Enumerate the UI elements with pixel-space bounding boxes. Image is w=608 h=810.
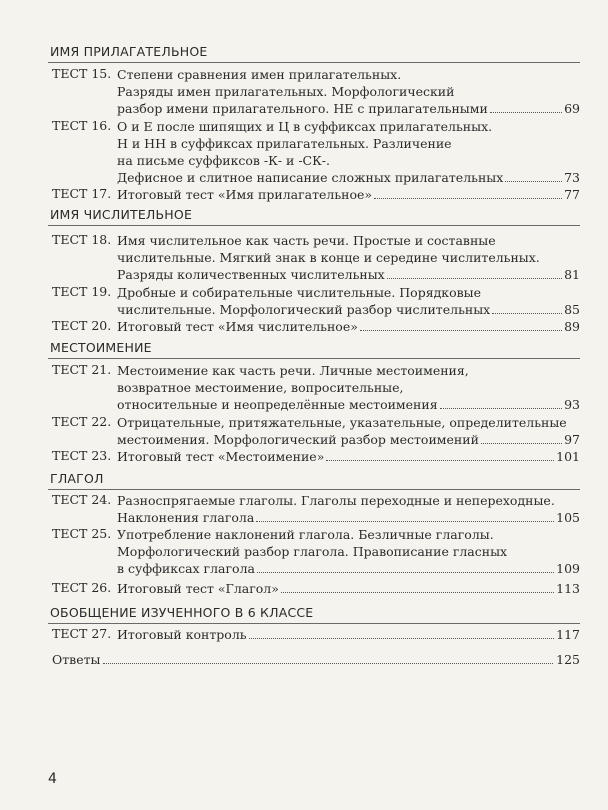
entry-text: относительные и неопределённые местоимения xyxy=(117,397,438,412)
dot-leader xyxy=(249,627,555,639)
page-ref: 93 xyxy=(564,397,580,412)
section-rule xyxy=(48,358,580,359)
answers-entry[interactable] xyxy=(52,651,580,668)
page-ref: 109 xyxy=(556,561,580,576)
entry-text: Итоговый контроль xyxy=(117,627,247,642)
entry-text: числительные. Морфологический разбор числительных xyxy=(117,302,491,317)
entry-text: в суффиксах глагола xyxy=(117,561,255,576)
section-rule xyxy=(48,62,580,63)
toc-entry-line[interactable] xyxy=(117,186,580,203)
page-ref: 69 xyxy=(564,101,580,116)
dot-leader xyxy=(387,267,562,279)
entry-text: возвратное местоимение, вопросительные, xyxy=(117,380,404,395)
entry-text: Степени сравнения имен прилагательных. xyxy=(117,67,402,82)
test-label: ТЕСТ 25. xyxy=(52,526,112,541)
entry-text: Н и НН в суффиксах прилагательных. Различение xyxy=(117,136,452,151)
section-heading: ИМЯ ЧИСЛИТЕЛЬНОЕ xyxy=(50,207,193,222)
toc-entry-line[interactable] xyxy=(117,509,580,526)
toc-entry-line[interactable] xyxy=(117,580,580,597)
test-label: ТЕСТ 20. xyxy=(52,318,112,333)
entry-text: Морфологический разбор глагола. Правописание гласных xyxy=(117,544,508,559)
page-ref: 73 xyxy=(564,170,580,185)
section-rule xyxy=(48,225,580,226)
dot-leader xyxy=(492,302,562,314)
dot-leader xyxy=(505,170,562,182)
page-ref: 81 xyxy=(564,267,580,282)
entry-text: Употребление наклонений глагола. Безличные глаголы. xyxy=(117,527,494,542)
toc-entry-line[interactable] xyxy=(117,431,580,448)
page-ref: 117 xyxy=(556,627,580,642)
answers-page: 125 xyxy=(556,652,580,667)
page-ref: 105 xyxy=(556,510,580,525)
toc-entry-line[interactable] xyxy=(117,448,580,465)
entry-text: местоимения. Морфологический разбор местоимений xyxy=(117,432,479,447)
page-ref: 89 xyxy=(564,319,580,334)
entry-text: Дефисное и слитное написание сложных прилагательных xyxy=(117,170,504,185)
test-label: ТЕСТ 17. xyxy=(52,186,112,201)
test-label: ТЕСТ 26. xyxy=(52,580,112,595)
entry-text: Местоимение как часть речи. Личные местоимения, xyxy=(117,363,469,378)
entry-text: Итоговый тест «Имя прилагательное» xyxy=(117,187,373,202)
test-label: ТЕСТ 24. xyxy=(52,492,112,507)
test-label: ТЕСТ 15. xyxy=(52,66,112,81)
entry-text: О и Е после шипящих и Ц в суффиксах прилагательных. xyxy=(117,119,493,134)
dot-leader xyxy=(374,187,562,199)
toc-entry-line[interactable] xyxy=(117,396,580,413)
entry-text: Итоговый тест «Глагол» xyxy=(117,581,279,596)
toc-entry-line[interactable] xyxy=(117,626,580,643)
page-ref: 77 xyxy=(564,187,580,202)
page-ref: 85 xyxy=(564,302,580,317)
entry-text: на письме суффиксов -К- и -СК-. xyxy=(117,153,330,168)
entry-text: Разряды количественных числительных xyxy=(117,267,385,282)
dot-leader xyxy=(256,510,554,522)
page-ref: 97 xyxy=(564,432,580,447)
test-label: ТЕСТ 21. xyxy=(52,362,112,377)
section-rule xyxy=(48,489,580,490)
section-heading: МЕСТОИМЕНИЕ xyxy=(50,340,152,355)
entry-text: Разноспрягаемые глаголы. Глаголы переходные и непереходные. xyxy=(117,493,555,508)
dot-leader xyxy=(481,432,562,444)
entry-text: Дробные и собирательные числительные. Порядковые xyxy=(117,285,482,300)
test-label: ТЕСТ 22. xyxy=(52,414,112,429)
page-number: 4 xyxy=(48,771,57,787)
test-label: ТЕСТ 23. xyxy=(52,448,112,463)
toc-entry-line[interactable] xyxy=(117,318,580,335)
entry-text: Имя числительное как часть речи. Простые и составные xyxy=(117,233,496,248)
test-label: ТЕСТ 16. xyxy=(52,118,112,133)
section-rule xyxy=(48,623,580,624)
page-ref: 113 xyxy=(556,581,580,596)
dot-leader xyxy=(103,652,553,664)
toc-entry-line[interactable] xyxy=(117,266,580,283)
test-label: ТЕСТ 18. xyxy=(52,232,112,247)
dot-leader xyxy=(281,581,554,593)
entry-text: числительные. Мягкий знак в конце и середине числительных. xyxy=(117,250,540,265)
section-heading: ИМЯ ПРИЛАГАТЕЛЬНОЕ xyxy=(50,44,208,59)
dot-leader xyxy=(360,319,562,331)
dot-leader xyxy=(440,397,562,409)
section-heading: ГЛАГОЛ xyxy=(50,471,104,486)
test-label: ТЕСТ 27. xyxy=(52,626,112,641)
answers-label: Ответы xyxy=(52,652,101,667)
entry-text: Итоговый тест «Имя числительное» xyxy=(117,319,358,334)
dot-leader xyxy=(326,449,554,461)
dot-leader xyxy=(490,101,562,113)
section-heading: ОБОБЩЕНИЕ ИЗУЧЕННОГО В 6 КЛАССЕ xyxy=(50,605,314,620)
toc-entry-line[interactable] xyxy=(117,100,580,117)
toc-entry-line[interactable] xyxy=(117,560,580,577)
entry-text: Наклонения глагола xyxy=(117,510,255,525)
dot-leader xyxy=(257,561,554,573)
page-ref: 101 xyxy=(556,449,580,464)
test-label: ТЕСТ 19. xyxy=(52,284,112,299)
toc-entry-line[interactable] xyxy=(117,301,580,318)
entry-text: Разряды имен прилагательных. Морфологический xyxy=(117,84,455,99)
entry-text: разбор имени прилагательного. НЕ с прилагательными xyxy=(117,101,488,116)
toc-entry-line[interactable] xyxy=(117,169,580,186)
entry-text: Отрицательные, притяжательные, указательные, определительные xyxy=(117,415,567,430)
entry-text: Итоговый тест «Местоимение» xyxy=(117,449,325,464)
